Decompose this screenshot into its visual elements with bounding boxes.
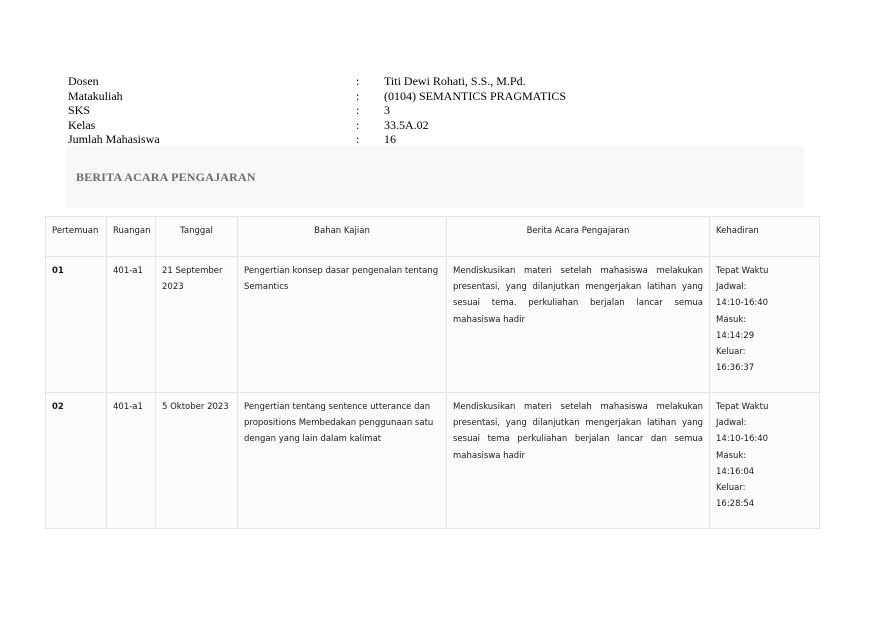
teaching-report-table xyxy=(45,216,820,529)
cell-berita-acara: Mendiskusikan materi setelah mahasiswa melakukan presentasi, yang dilanjutkan mengerjakan latihan yang sesuai tema. perkuliahan berjalan lancar semua mahasiswa hadir xyxy=(447,257,710,393)
info-value-sks: 3 xyxy=(384,103,390,117)
info-separator: : xyxy=(356,88,360,103)
check-in-value: 14:16:04 xyxy=(716,466,755,477)
cell-pertemuan: 02 xyxy=(46,393,107,529)
cell-bahan-kajian: Pengertian konsep dasar pengenalan tentang Semantics xyxy=(238,257,447,393)
check-in-value: 14:14:29 xyxy=(716,330,755,341)
check-out-value: 16:36:37 xyxy=(716,363,755,374)
info-label-dosen: Dosen xyxy=(68,74,99,88)
info-separator: : xyxy=(356,103,360,117)
cell-ruangan: 401-a1 xyxy=(107,393,156,529)
header-bahan-kajian: Bahan Kajian xyxy=(238,217,447,257)
info-label-matakuliah: Matakuliah xyxy=(68,88,123,103)
cell-bahan-kajian: Pengertian tentang sentence utterance dan propositions Membedakan penggunaan satu dengan yang lain dalam kalimat xyxy=(238,393,447,529)
cell-tanggal: 5 Oktober 2023 xyxy=(156,393,238,529)
check-out-label: Keluar: xyxy=(716,483,746,494)
schedule-label: Jadwal: xyxy=(716,418,747,429)
table-header-row xyxy=(46,217,820,257)
check-out-value: 16:28:54 xyxy=(716,499,755,510)
schedule-value: 14:10-16:40 xyxy=(716,434,769,445)
cell-kehadiran xyxy=(710,257,820,393)
info-value-kelas: 33.5A.02 xyxy=(384,117,429,132)
info-separator: : xyxy=(356,74,360,88)
info-value-jumlah-mahasiswa: 16 xyxy=(384,132,396,146)
info-value-matakuliah: (0104) SEMANTICS PRAGMATICS xyxy=(384,88,567,103)
check-in-label: Masuk: xyxy=(716,450,747,461)
section-title: BERITA ACARA PENGAJARAN xyxy=(76,170,256,184)
check-in-label: Masuk: xyxy=(716,314,747,325)
attendance-status: Tepat Waktu xyxy=(716,402,769,412)
cell-pertemuan: 01 xyxy=(46,257,107,393)
header-tanggal: Tanggal xyxy=(156,217,238,257)
schedule-label: Jadwal: xyxy=(716,282,747,293)
header-pertemuan: Pertemuan xyxy=(46,217,107,257)
info-value-dosen: Titi Dewi Rohati, S.S., M.Pd. xyxy=(384,74,526,88)
attendance-status: Tepat Waktu xyxy=(716,266,769,276)
header-ruangan: Ruangan xyxy=(107,217,156,257)
header-berita-acara: Berita Acara Pengajaran xyxy=(447,217,710,257)
cell-tanggal: 21 September 2023 xyxy=(156,257,238,393)
cell-kehadiran xyxy=(710,393,820,529)
header-kehadiran: Kehadiran xyxy=(710,217,820,257)
info-separator: : xyxy=(356,132,360,146)
table-row xyxy=(46,257,820,393)
info-label-jumlah-mahasiswa: Jumlah Mahasiswa xyxy=(68,132,160,146)
schedule-value: 14:10-16:40 xyxy=(716,298,769,309)
info-separator: : xyxy=(356,117,360,132)
cell-ruangan: 401-a1 xyxy=(107,257,156,393)
table-row xyxy=(46,393,820,529)
info-label-sks: SKS xyxy=(68,103,91,117)
check-out-label: Keluar: xyxy=(716,347,746,358)
info-label-kelas: Kelas xyxy=(68,117,96,132)
cell-berita-acara: Mendiskusikan materi setelah mahasiswa melakukan presentasi, yang dilanjutkan mengerjakan latihan yang sesuai tema perkuliahan berjalan lancar dan semua mahasiswa hadir xyxy=(447,393,710,529)
